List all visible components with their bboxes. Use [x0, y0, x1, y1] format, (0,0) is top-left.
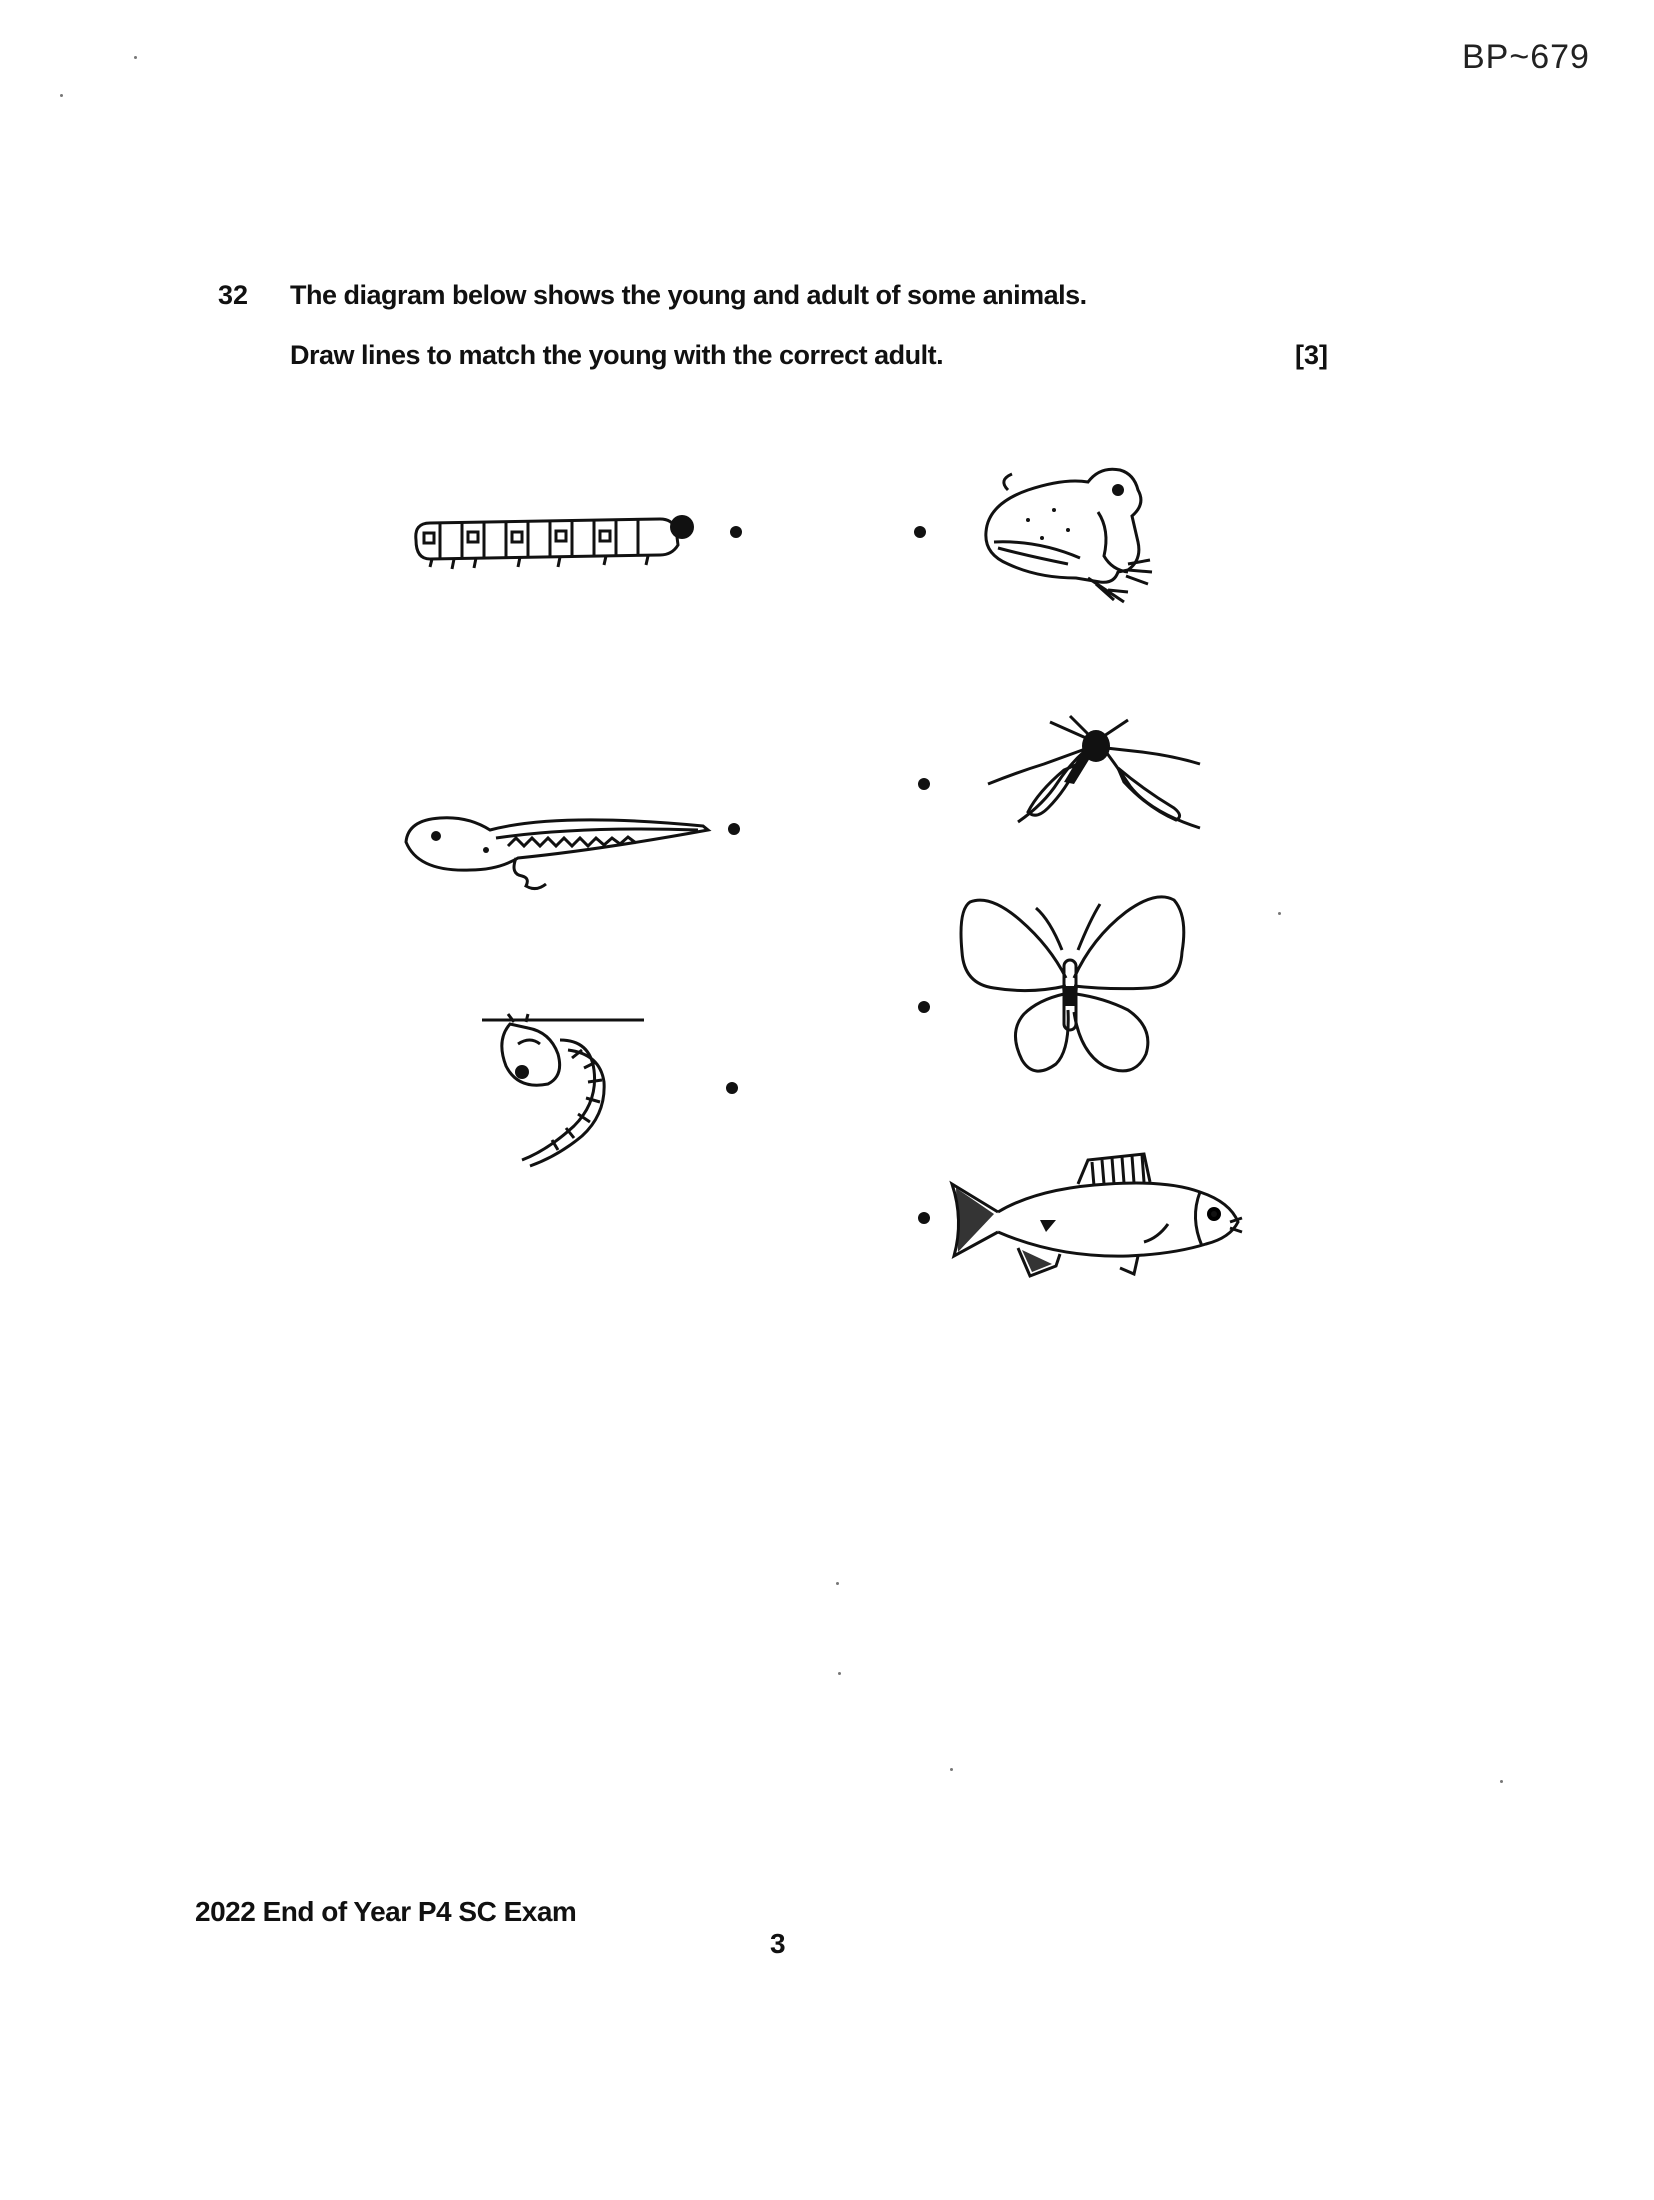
adult-dot-mosquito[interactable]	[918, 778, 930, 790]
exam-label: 2022 End of Year P4 SC Exam	[195, 1896, 577, 1927]
young-dot-mosquito-larva[interactable]	[726, 1082, 738, 1094]
fish-icon	[938, 1148, 1250, 1294]
question-number: 32	[218, 280, 249, 310]
mosquito-larva-icon	[478, 1010, 648, 1170]
adult-dot-fish[interactable]	[918, 1212, 930, 1224]
page-code: BP~679	[1462, 38, 1590, 76]
mosquito-icon	[978, 712, 1210, 834]
question-text: The diagram below shows the young and adult of some animals.	[290, 280, 1087, 310]
frog-icon	[968, 460, 1158, 605]
scan-speck	[1278, 912, 1281, 915]
question-marks: [3]	[1295, 340, 1328, 370]
butterfly-icon	[950, 890, 1190, 1080]
caterpillar-icon	[410, 505, 700, 575]
young-dot-tadpole[interactable]	[728, 823, 740, 835]
scan-speck	[134, 56, 137, 59]
scan-speck	[838, 1672, 841, 1675]
adult-dot-frog[interactable]	[914, 526, 926, 538]
question-instruction: Draw lines to match the young with the correct adult.	[290, 340, 944, 370]
adult-dot-butterfly[interactable]	[918, 1001, 930, 1013]
scan-speck	[950, 1768, 953, 1771]
scan-speck	[60, 94, 63, 97]
young-dot-caterpillar[interactable]	[730, 526, 742, 538]
page-number: 3	[770, 1928, 786, 1959]
tadpole-icon	[398, 800, 718, 900]
scan-speck	[1500, 1780, 1503, 1783]
scan-speck	[836, 1582, 839, 1585]
